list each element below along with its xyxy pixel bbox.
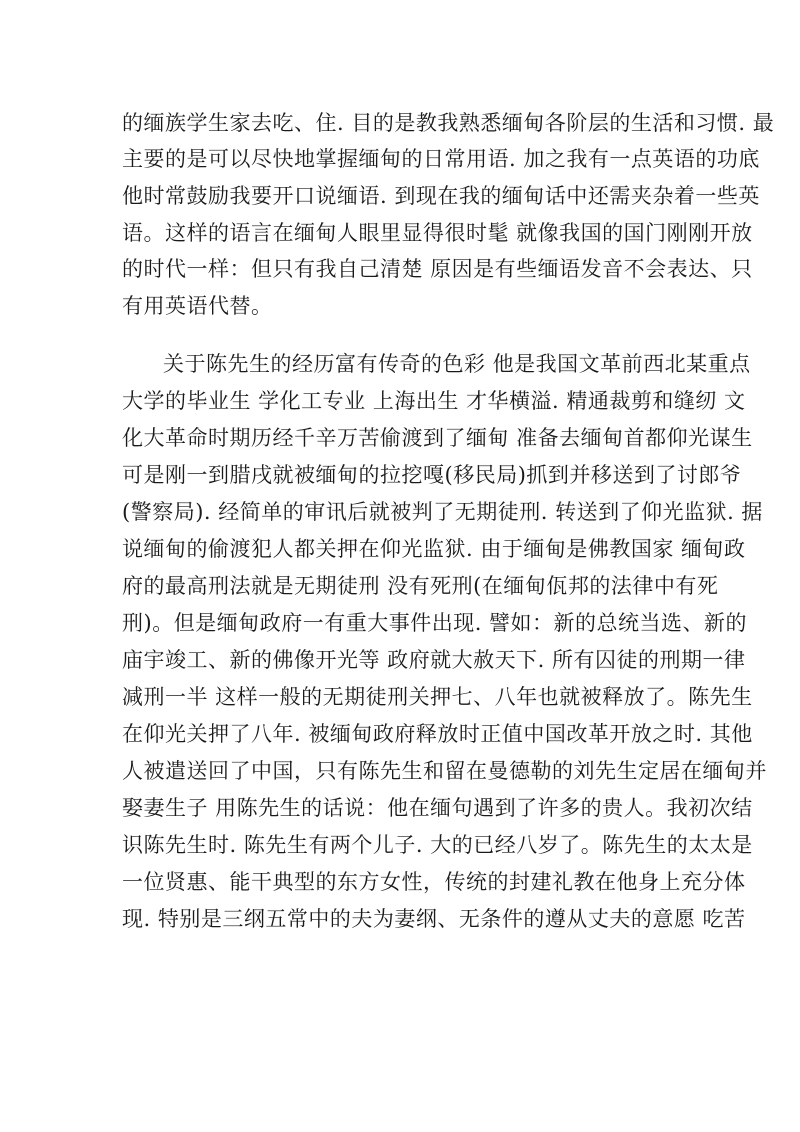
paragraph-2-line-7: 府的最高刑法就是无期徒刑 没有死刑(在缅甸佤邦的法律中有死 <box>122 574 719 598</box>
paragraph-2-line-12: 人被遣送回了中国，只有陈先生和留在曼德勒的刘先生定居在缅甸并 <box>122 759 767 783</box>
paragraph-1-line-2: 主要的是可以尽快地掌握缅甸的日常用语. 加之我有一点英语的功底 <box>122 147 760 171</box>
paragraph-2-line-16: 现. 特别是三纲五常中的夫为妻纲、无条件的遵从丈夫的意愿 吃苦 <box>122 907 746 931</box>
paragraph-2-line-13: 娶妻生子 用陈先生的话说：他在缅句遇到了许多的贵人。我初次结 <box>122 796 753 820</box>
paragraph-1-line-1: 的缅族学生家去吃、住. 目的是教我熟悉缅甸各阶层的生活和习惯. 最 <box>122 111 775 135</box>
paragraph-2-line-8: 刑)。但是缅甸政府一有重大事件出现. 譬如：新的总统当选、新的 <box>122 611 748 635</box>
paragraph-2-line-2: 大学的毕业生 学化工专业 上海出生 才华横溢. 精通裁剪和缝纫 文 <box>122 389 746 413</box>
paragraph-2-line-14: 识陈先生时. 陈先生有两个儿子. 大的已经八岁了。陈先生的太太是 <box>122 833 753 857</box>
paragraph-2-line-9: 庙宇竣工、新的佛像开光等 政府就大赦天下. 所有囚徒的刑期一律 <box>122 648 746 672</box>
paragraph-1-line-6: 有用英语代替。 <box>122 294 273 318</box>
paragraph-1-line-3: 他时常鼓励我要开口说缅语. 到现在我的缅甸话中还需夹杂着一些英 <box>122 184 760 208</box>
paragraph-2-line-1: 关于陈先生的经历富有传奇的色彩 他是我国文革前西北某重点 <box>163 352 751 376</box>
paragraph-2-line-3: 化大革命时期历经千辛万苦偷渡到了缅甸 准备去缅甸首都仰光谋生 <box>122 426 753 450</box>
paragraph-2-line-5: (警察局). 经简单的审讯后就被判了无期徒刑. 转送到了仰光监狱. 据 <box>122 500 763 524</box>
paragraph-2-line-11: 在仰光关押了八年. 被缅甸政府释放时正值中国改革开放之时. 其他 <box>122 722 753 746</box>
paragraph-2-line-10: 减刑一半 这样一般的无期徒刑关押七、八年也就被释放了。陈先生 <box>122 685 753 709</box>
paragraph-2-line-6: 说缅甸的偷渡犯人都关押在仰光监狱. 由于缅甸是佛教国家 缅甸政 <box>122 537 746 561</box>
paragraph-1-line-5: 的时代一样：但只有我自己清楚 原因是有些缅语发音不会表达、只 <box>122 257 753 281</box>
paragraph-2-line-15: 一位贤惠、能干典型的东方女性，传统的封建礼教在他身上充分体 <box>122 870 746 894</box>
paragraph-1-line-4: 语。这样的语言在缅甸人眼里显得很时髦 就像我国的国门刚刚开放 <box>122 221 753 245</box>
paragraph-2-line-4: 可是刚一到腊戌就被缅甸的拉挖嘎(移民局)抓到并移送到了讨郎爷 <box>122 463 742 487</box>
